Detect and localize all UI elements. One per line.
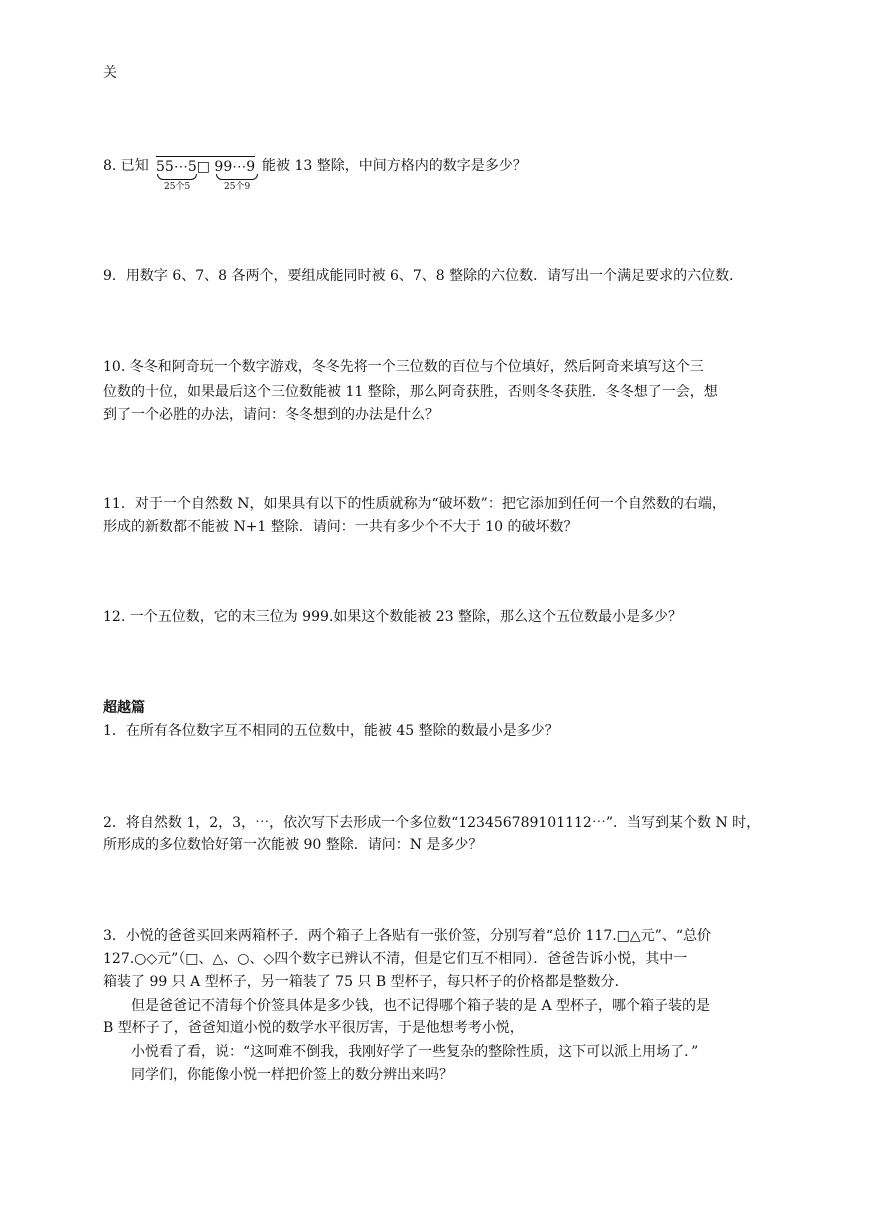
c3-line-2: 127.○◇元”（□、△、○、◇四个数字已辨认不清，但是它们互不相同）．爸爸告诉小悦，其中一 [103, 951, 688, 967]
q10-line-1: 10. 冬冬和阿奇玩一个数字游戏，冬冬先将一个三位数的百位与个位填好，然后阿奇来填写这个三 [103, 359, 704, 375]
q8-overlined-number [156, 156, 255, 176]
q11-line-1: 11．对于一个自然数 N，如果具有以下的性质就称为“破坏数”：把它添加到任何一个自然数的右端， [103, 496, 726, 512]
q8-prefix: 8. 已知 [103, 158, 149, 174]
top-fragment: 关 [103, 65, 117, 81]
q8-number-2: 99⋯9 [214, 159, 256, 175]
c3-line-7: 同学们，你能像小悦一样把价签上的数分辨出来吗？ [131, 1067, 453, 1083]
c3-line-3: 箱装了 99 只 A 型杯子，另一箱装了 75 只 B 型杯子，每只杯子的价格都是整数分． [103, 974, 629, 990]
c3-line-6: 小悦看了看，说：“这呵难不倒我，我刚好学了一些复杂的整除性质，这下可以派上用场了．” [131, 1044, 699, 1060]
q10-line-3: 到了一个必胜的办法，请问：冬冬想到的办法是什么？ [103, 407, 439, 423]
question-12: 12. 一个五位数，它的末三位为 999.如果这个数能被 23 整除，那么这个五位数最小是多少？ [103, 609, 683, 625]
c3-line-1: 3．小悦的爸爸买回来两箱杯子．两个箱子上各贴有一张价签，分别写着“总价 117.□△元”、“总价 [103, 928, 711, 944]
q8-number-1: 55⋯5 [156, 159, 197, 175]
c3-line-5: B 型杯子了，爸爸知道小悦的数学水平很厉害，于是他想考考小悦， [103, 1020, 524, 1036]
c2-line-2: 所形成的多位数恰好第一次能被 90 整除．请问：N 是多少？ [103, 837, 483, 853]
challenge-1: 1．在所有各位数字互不相同的五位数中，能被 45 整除的数最小是多少？ [103, 723, 559, 739]
q10-line-2: 位数的十位，如果最后这个三位数能被 11 整除，那么阿奇获胜，否则冬冬获胜．冬冬想了一会，想 [103, 384, 718, 400]
q8-underbrace-2 [216, 174, 258, 180]
q8-brace-label-2: 25个9 [224, 182, 251, 192]
q11-line-2: 形成的新数都不能被 N+1 整除．请问：一共有多少个不大于 10 的破坏数？ [103, 519, 578, 535]
c3-line-4: 但是爸爸记不清每个价签具体是多少钱，也不记得哪个箱子装的是 A 型杯子，哪个箱子装的是 [131, 998, 711, 1014]
q8-suffix: 能被 13 整除，中间方格内的数字是多少？ [262, 158, 527, 174]
q8-underbrace-1 [157, 174, 197, 180]
question-9: 9．用数字 6、7、8 各两个，要组成能同时被 6、7、8 整除的六位数．请写出一个满足要求的六位数． [103, 268, 744, 284]
section-title: 超越篇 [103, 700, 145, 716]
q8-brace-label-1: 25个5 [164, 182, 191, 192]
c2-line-1: 2．将自然数 1，2，3，⋯，依次写下去形成一个多位数“123456789101112⋯”．当写到某个数 N 时， [103, 815, 761, 831]
q8-box: □ [196, 159, 210, 175]
